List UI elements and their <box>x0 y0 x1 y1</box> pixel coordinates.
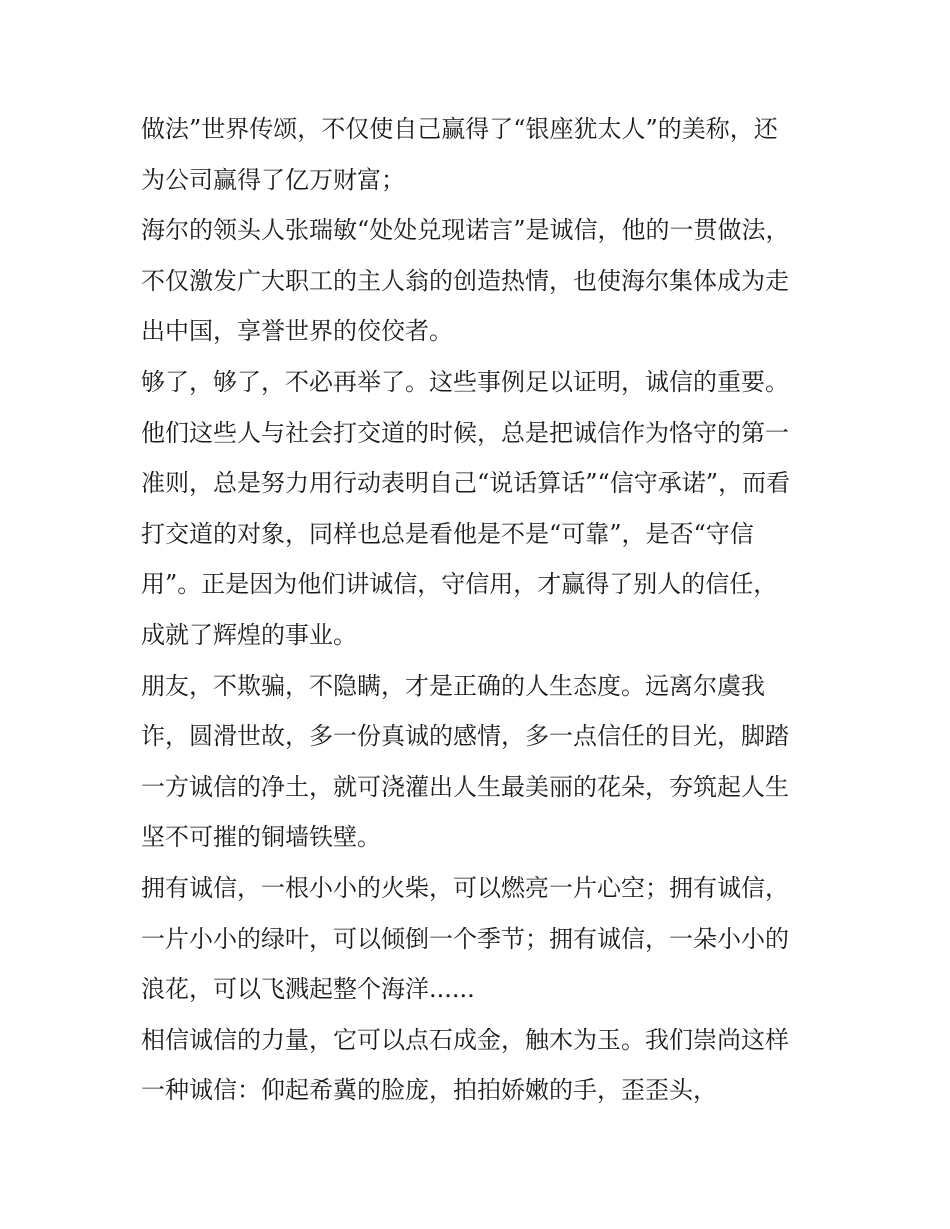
text-line: 用”。正是因为他们讲诚信，守信用，才赢得了别人的信任， <box>141 570 778 599</box>
text-line: 够了，够了，不必再举了。这些事例足以证明，诚信的重要。 <box>141 367 789 396</box>
text-line: 为公司赢得了亿万财富； <box>141 165 405 194</box>
text-line: 做法”世界传颂，不仅使自己赢得了“银座犹太人”的美称，还 <box>141 115 778 143</box>
text-line: 打交道的对象，同样也总是看他是不是“可靠”，是否“守信 <box>141 519 754 548</box>
text-line: 诈，圆滑世故，多一份真诚的感情，多一点信任的目光，脚踏 <box>141 722 789 751</box>
body-text <box>141 104 821 1116</box>
text-line: 出中国，享誉世界的佼佼者。 <box>141 317 453 346</box>
text-line: 相信诚信的力量，它可以点石成金，触木为玉。我们崇尚这样 <box>141 1025 789 1054</box>
text-line: 不仅激发广大职工的主人翁的创造热情，也使海尔集体成为走 <box>141 266 789 295</box>
text-line: 他们这些人与社会打交道的时候，总是把诚信作为恪守的第一 <box>141 418 789 447</box>
text-line: 准则，总是努力用行动表明自己“说话算话”“信守承诺”，而看 <box>141 469 791 498</box>
text-line: 一种诚信：仰起希冀的脸庞，拍拍娇嫩的手，歪歪头， <box>141 1076 717 1105</box>
text-line: 浪花，可以飞溅起整个海洋...... <box>141 975 475 1004</box>
text-line: 成就了辉煌的事业。 <box>141 620 357 649</box>
text-line: 一方诚信的净土，就可浇灌出人生最美丽的花朵，夯筑起人生 <box>141 772 789 801</box>
text-line: 拥有诚信，一根小小的火柴，可以燃亮一片心空；拥有诚信， <box>141 873 789 902</box>
text-line: 海尔的领头人张瑞敏“处处兑现诺言”是诚信，他的一贯做法， <box>141 216 790 245</box>
text-line: 一片小小的绿叶，可以倾倒一个季节；拥有诚信，一朵小小的 <box>141 924 789 953</box>
text-line: 朋友，不欺骗，不隐瞒，才是正确的人生态度。远离尔虞我 <box>141 671 765 700</box>
text-line: 坚不可摧的铜墙铁壁。 <box>141 823 381 852</box>
